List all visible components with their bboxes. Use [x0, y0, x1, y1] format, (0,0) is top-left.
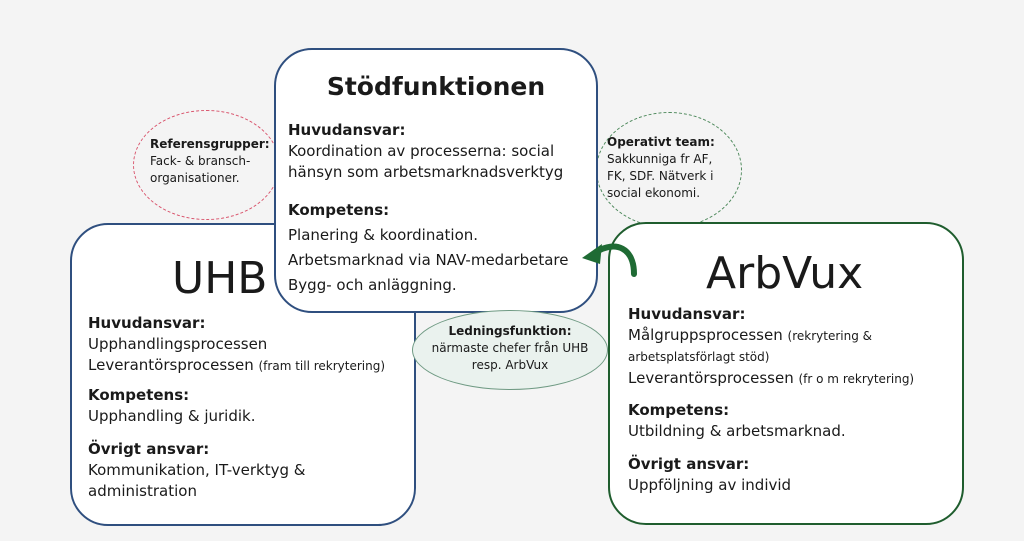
referensgrupper-line-1: Fack- & bransch- [150, 154, 251, 168]
ledningsfunktion-line-2: resp. ArbVux [471, 358, 549, 372]
referensgrupper-line-2: organisationer. [150, 171, 240, 185]
uhb-upphandlingsprocessen: Upphandlingsprocessen [88, 335, 268, 353]
curved-arrow-icon [572, 228, 644, 278]
stodfunktionen-box [274, 48, 598, 313]
stodfunktionen-title: Stödfunktionen [326, 72, 546, 101]
arbvux-malgruppsprocessen-note: (rekrytering & [787, 329, 872, 343]
stod-huvudansvar-line-1: Koordination av processerna: social [288, 142, 555, 160]
arbvux-leverantorsprocessen [628, 368, 914, 390]
uhb-huvudansvar-label: Huvudansvar: [88, 314, 206, 332]
referensgrupper-ellipse [133, 110, 280, 220]
uhb-ovrigt-section [88, 439, 305, 502]
uhb-kompetens-section [88, 385, 256, 427]
operativt-team-title: Operativt team: [607, 135, 715, 149]
referensgrupper-title: Referensgrupper: [150, 137, 270, 151]
stod-huvudansvar-section [288, 120, 563, 183]
arbvux-ovrigt-text: Uppföljning av individ [628, 476, 792, 494]
uhb-leverantorsprocessen [88, 355, 385, 377]
arbvux-leverantorsprocessen-note: (fr o m rekrytering) [798, 372, 915, 386]
uhb-leverantorsprocessen-main: Leverantörsprocessen [88, 356, 254, 374]
uhb-ovrigt-line-2: administration [88, 482, 197, 500]
uhb-kompetens-label: Kompetens: [88, 386, 190, 404]
arbvux-malgruppsprocessen [628, 325, 914, 347]
uhb-ovrigt-label: Övrigt ansvar: [88, 440, 210, 458]
arbvux-malgruppsprocessen-note-2: arbetsplatsförlagt stöd) [628, 350, 770, 364]
arbvux-huvudansvar-label: Huvudansvar: [628, 305, 746, 323]
arbvux-ovrigt-label: Övrigt ansvar: [628, 455, 750, 473]
arbvux-ovrigt-section [628, 454, 791, 496]
arbvux-kompetens-text: Utbildning & arbetsmarknad. [628, 422, 846, 440]
uhb-leverantorsprocessen-note: (fram till rekrytering) [258, 359, 386, 373]
stod-kompetens-line-1: Planering & koordination. [288, 226, 479, 244]
uhb-kompetens-text: Upphandling & juridik. [88, 407, 256, 425]
stod-kompetens-label: Kompetens: [288, 201, 390, 219]
stod-huvudansvar-line-2: hänsyn som arbetsmarknadsverktyg [288, 163, 564, 181]
arbvux-kompetens-label: Kompetens: [628, 401, 730, 419]
arbvux-huvudansvar-section [628, 304, 914, 390]
ledningsfunktion-title: Ledningsfunktion: [448, 324, 572, 338]
uhb-ovrigt-line-1: Kommunikation, IT-verktyg & [88, 461, 306, 479]
operativt-team-ellipse [596, 112, 742, 228]
operativt-team-line-3: social ekonomi. [607, 186, 701, 200]
arbvux-leverantorsprocessen-main: Leverantörsprocessen [628, 369, 794, 387]
arbvux-malgruppsprocessen-main: Målgruppsprocessen [628, 326, 783, 344]
arbvux-box [608, 222, 964, 525]
ledningsfunktion-ellipse [412, 310, 608, 390]
stod-kompetens-line-3: Bygg- och anläggning. [288, 276, 457, 294]
ledningsfunktion-line-1: närmaste chefer från UHB [431, 341, 589, 355]
uhb-title: UHB [172, 253, 268, 304]
stod-kompetens-section [288, 198, 568, 298]
uhb-huvudansvar-section [88, 313, 385, 377]
stod-kompetens-line-2: Arbetsmarknad via NAV-medarbetare [288, 251, 569, 269]
operativt-team-line-2: FK, SDF. Nätverk i [607, 169, 714, 183]
arbvux-title: ArbVux [706, 248, 864, 299]
arbvux-kompetens-section [628, 400, 846, 442]
stod-huvudansvar-label: Huvudansvar: [288, 121, 406, 139]
operativt-team-line-1: Sakkunniga fr AF, [607, 152, 713, 166]
